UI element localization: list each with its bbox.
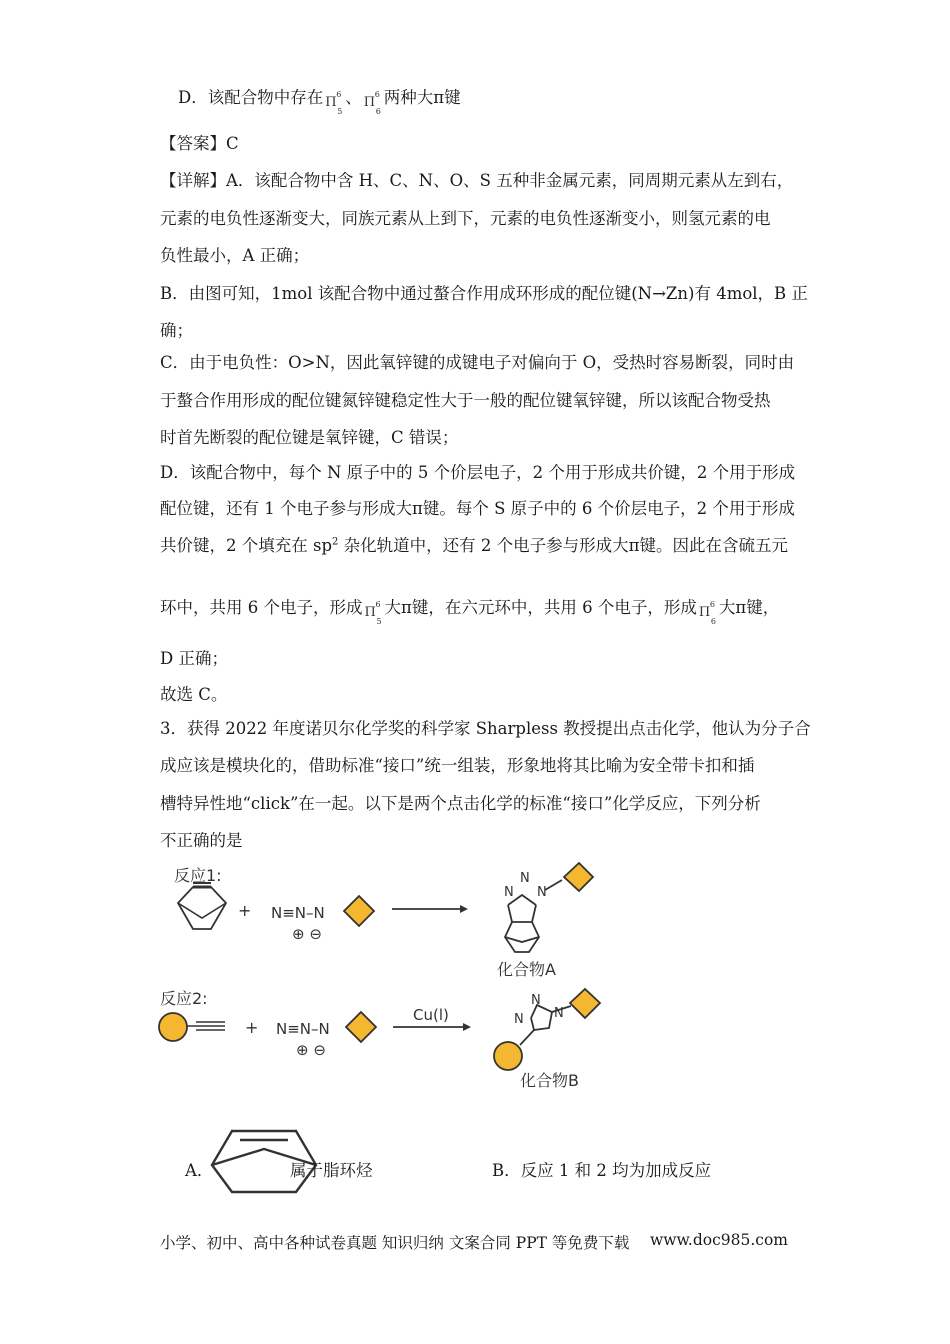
question-3-stem: 不正确的是 <box>160 831 243 850</box>
pi-symbol: Π 6 6 <box>698 599 716 626</box>
detail-line: 【详解】A．该配合物中含 H、C、N、O、S 五种非金属元素，同周期元素从左到右， <box>160 171 794 190</box>
triazole-n: N <box>554 1006 564 1021</box>
azide-text: N≡N–N <box>276 1020 330 1038</box>
triazole-n: N <box>531 993 541 1008</box>
compound-b-label: 化合物B <box>520 1071 579 1090</box>
footer-link[interactable]: www.doc985.com <box>649 1231 788 1249</box>
detail-line: 确； <box>160 321 193 340</box>
question-3-stem: 3．获得 2022 年度诺贝尔化学奖的科学家 Sharpless 教授提出点击化学，他认为分子合 <box>160 719 811 738</box>
plus-sign: + <box>238 901 252 920</box>
reaction-1-label: 反应1: <box>174 866 222 885</box>
azide-charges: ⊕ ⊖ <box>296 1041 326 1059</box>
detail-line: D．该配合物中，每个 N 原子中的 5 个价层电子，2 个用于形成共价键，2 个用于形成 <box>160 463 796 482</box>
answer: 【答案】C <box>160 134 239 153</box>
detail-line: 负性最小，A 正确； <box>160 246 310 265</box>
diamond-group <box>346 1012 376 1042</box>
detail-line: 配位键，还有 1 个电子参与形成大π键。每个 S 原子中的 6 个价层电子，2 个用于形成 <box>160 499 795 518</box>
plus-sign: + <box>245 1018 259 1037</box>
norbornene-structure <box>178 883 226 929</box>
triazole-n: N <box>520 871 530 886</box>
azide-charges: ⊕ ⊖ <box>292 925 322 943</box>
detail-line: 时首先断裂的配位键是氧锌键，C 错误； <box>160 428 459 447</box>
diamond-group <box>344 896 374 926</box>
detail-line-rings: 环中，共用 6 个电子，形成 Π 6 5 大π键，在六元环中，共用 6 个电子，形成 Π 6 6 大π键， <box>160 598 780 626</box>
option-d-sep: 、 <box>345 88 362 107</box>
diamond-group <box>564 863 593 891</box>
detail-line: C．由于电负性：O>N，因此氧锌键的成键电子对偏向于 O，受热时容易断裂，同时由 <box>160 353 795 372</box>
detail-line: 于螯合作用形成的配位键氮锌键稳定性大于一般的配位键氧锌键，所以该配合物受热 <box>160 391 771 410</box>
option-d-prefix: D．该配合物中存在 <box>178 88 324 107</box>
detail-line-sp2: 共价键，2 个填充在 $sp^2$ 杂化轨道中，还有 2 个电子参与形成大π键。因此在含硫五元 <box>160 536 788 555</box>
compound-a-label: 化合物A <box>497 960 556 979</box>
d-correct: D 正确； <box>160 649 228 668</box>
triazole-n: N <box>537 885 547 900</box>
choose: 故选 C。 <box>160 685 228 704</box>
pi-symbol: Π 6 5 <box>325 89 343 116</box>
circle-group <box>494 1042 522 1070</box>
catalyst-label: Cu(l) <box>413 1006 449 1024</box>
diamond-group <box>570 989 600 1018</box>
circle-group <box>159 1013 187 1041</box>
question-3-stem: 槽特异性地“click”在一起。以下是两个点击化学的标准“接口”化学反应，下列分析 <box>160 794 761 813</box>
detail-line: 元素的电负性逐渐变大，同族元素从上到下，元素的电负性逐渐变小，则氢元素的电 <box>160 209 771 228</box>
pi-symbol: Π 6 6 <box>363 89 381 116</box>
triazole-n: N <box>514 1012 524 1027</box>
option-a-suffix: 属于脂环烃 <box>290 1161 373 1180</box>
reaction-2-label: 反应2: <box>160 989 208 1008</box>
option-a-prefix: A． <box>185 1161 214 1180</box>
pi-symbol: Π 6 5 <box>364 599 382 626</box>
question-3-stem: 成应该是模块化的，借助标准“接口”统一组装，形象地将其比喻为安全带卡扣和插 <box>160 756 755 775</box>
azide-text: N≡N–N <box>271 904 325 922</box>
footer-text: 小学、初中、高中各种试卷真题 知识归纳 文案合同 PPT 等免费下载 <box>160 1234 630 1252</box>
triazole-n: N <box>504 885 514 900</box>
option-b: B．反应 1 和 2 均为加成反应 <box>492 1161 712 1180</box>
detail-line: B．由图可知，1mol 该配合物中通过螯合作用成环形成的配位键(N→Zn)有 4mol，B 正 <box>160 284 808 303</box>
option-d-suffix: 两种大π键 <box>383 88 461 107</box>
page-footer <box>160 1231 788 1253</box>
